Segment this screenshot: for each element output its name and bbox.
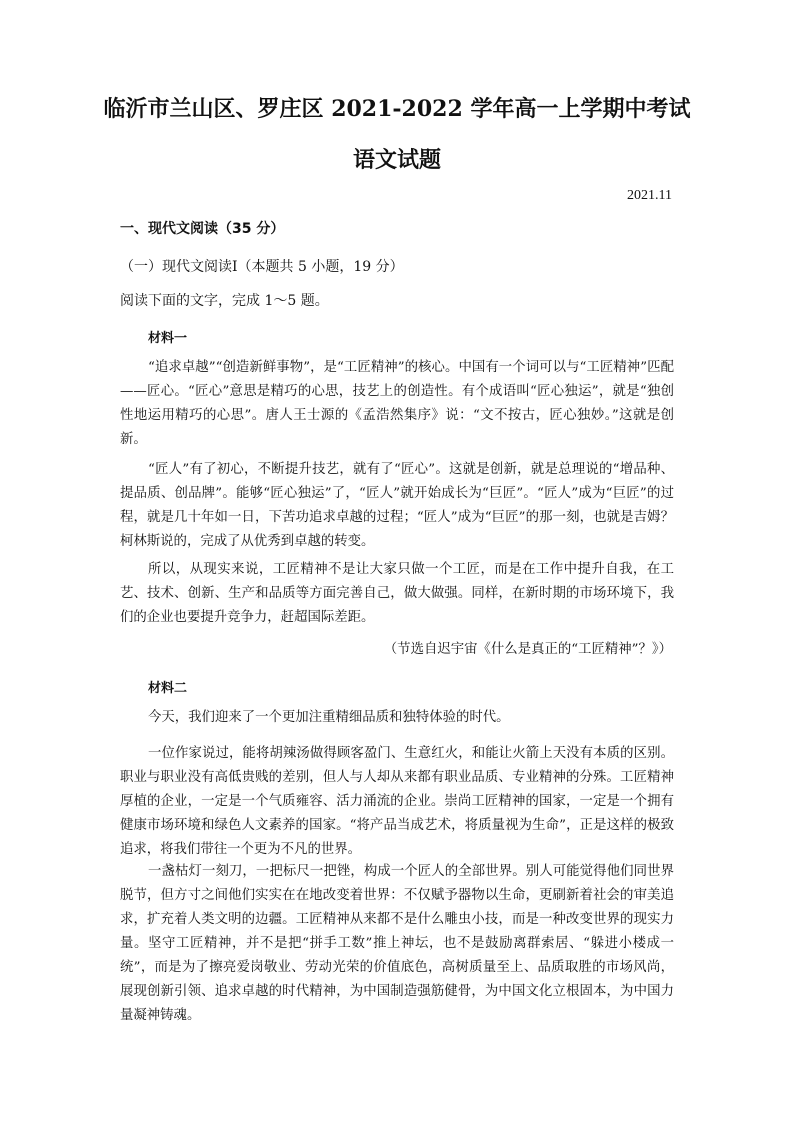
exam-title: 临沂市兰山区、罗庄区 2021-2022 学年高一上学期中考试 bbox=[103, 96, 691, 122]
material-two-paragraph-3: 一盏枯灯一刻刀，一把标尺一把锉，构成一个匠人的全部世界。别人可能觉得他们同世界脱节，但方寸之间他们实实在在地改变着世界：不仅赋予器物以生命，更刷新着社会的审美追求，扩充着人类文明的边疆。工匠精神从来都不是什么雕虫小技，而是一种改变世界的现实力量。坚守工匠精神，并不是把“拼手工数”推上神坛，也不是鼓励离群索居、“躲进小楼成一统”，而是为了擦亮爱岗敬业、劳动光荣的价值底色，高树质量至上、品质取胜的市场风尚，展现创新引领、追求卓越的时代精神，为中国制造强筋健骨，为中国文化立根固本，为中国力量凝神铸魂。 bbox=[120, 864, 674, 1023]
material-two-heading: 材料二 bbox=[148, 681, 188, 696]
reading-instruction: 阅读下面的文字，完成 1～5 题。 bbox=[120, 293, 329, 309]
material-one-paragraph-1: “追求卓越”“创造新鲜事物”，是“工匠精神”的核心。中国有一个词可以与“工匠精神”匹配——匠心。“匠心”意思是精巧的心思，技艺上的创造性。有个成语叫“匠心独运”，就是“独创性地运用精巧的心思”。唐人王士源的《孟浩然集序》说：“文不按古，匠心独妙。”这就是创新。 bbox=[120, 360, 674, 447]
material-two-paragraph-2: 一位作家说过，能将胡辣汤做得顾客盈门、生意红火，和能让火箭上天没有本质的区别。职业与职业没有高低贵贱的差别，但人与人却从来都有职业品质、专业精神的分殊。工匠精神厚植的企业，一定是一个气质雍容、活力涌流的企业。崇尚工匠精神的国家，一定是一个拥有健康市场环境和绿色人文素养的国家。“将产品当成艺术，将质量视为生命”，正是这样的极致追求，将我们带往一个更为不凡的世界。 bbox=[120, 746, 674, 857]
exam-date: 2021.11 bbox=[627, 188, 672, 203]
subsection-heading: （一）现代文阅读Ⅰ（本题共 5 小题，19 分） bbox=[120, 259, 404, 275]
exam-subtitle: 语文试题 bbox=[352, 147, 441, 173]
section-heading: 一、现代文阅读（35 分） bbox=[120, 221, 285, 237]
material-one-paragraph-3: 所以，从现实来说，工匠精神不是让大家只做一个工匠，而是在工作中提升自我，在工艺、技术、创新、生产和品质等方面完善自己，做大做强。同样，在新时期的市场环境下，我们的企业也要提升竞争力，赶超国际差距。 bbox=[120, 562, 674, 625]
material-one-paragraph-2: “匠人”有了初心，不断提升技艺，就有了“匠心”。这就是创新，就是总理说的“增品种、提品质、创品牌”。能够“匠心独运”了，“匠人”就开始成长为“巨匠”。“匠人”成为“巨匠”的过程，就是几十年如一日，下苦功追求卓越的过程；“匠人”成为“巨匠”的那一刻，也就是吉姆？柯林斯说的，完成了从优秀到卓越的转变。 bbox=[120, 462, 674, 549]
material-two-paragraph-1: 今天，我们迎来了一个更加注重精细品质和独特体验的时代。 bbox=[148, 710, 510, 725]
material-one-source: （节选自迟宇宙《什么是真正的“工匠精神”？》） bbox=[383, 642, 672, 657]
material-one-heading: 材料一 bbox=[148, 331, 188, 346]
